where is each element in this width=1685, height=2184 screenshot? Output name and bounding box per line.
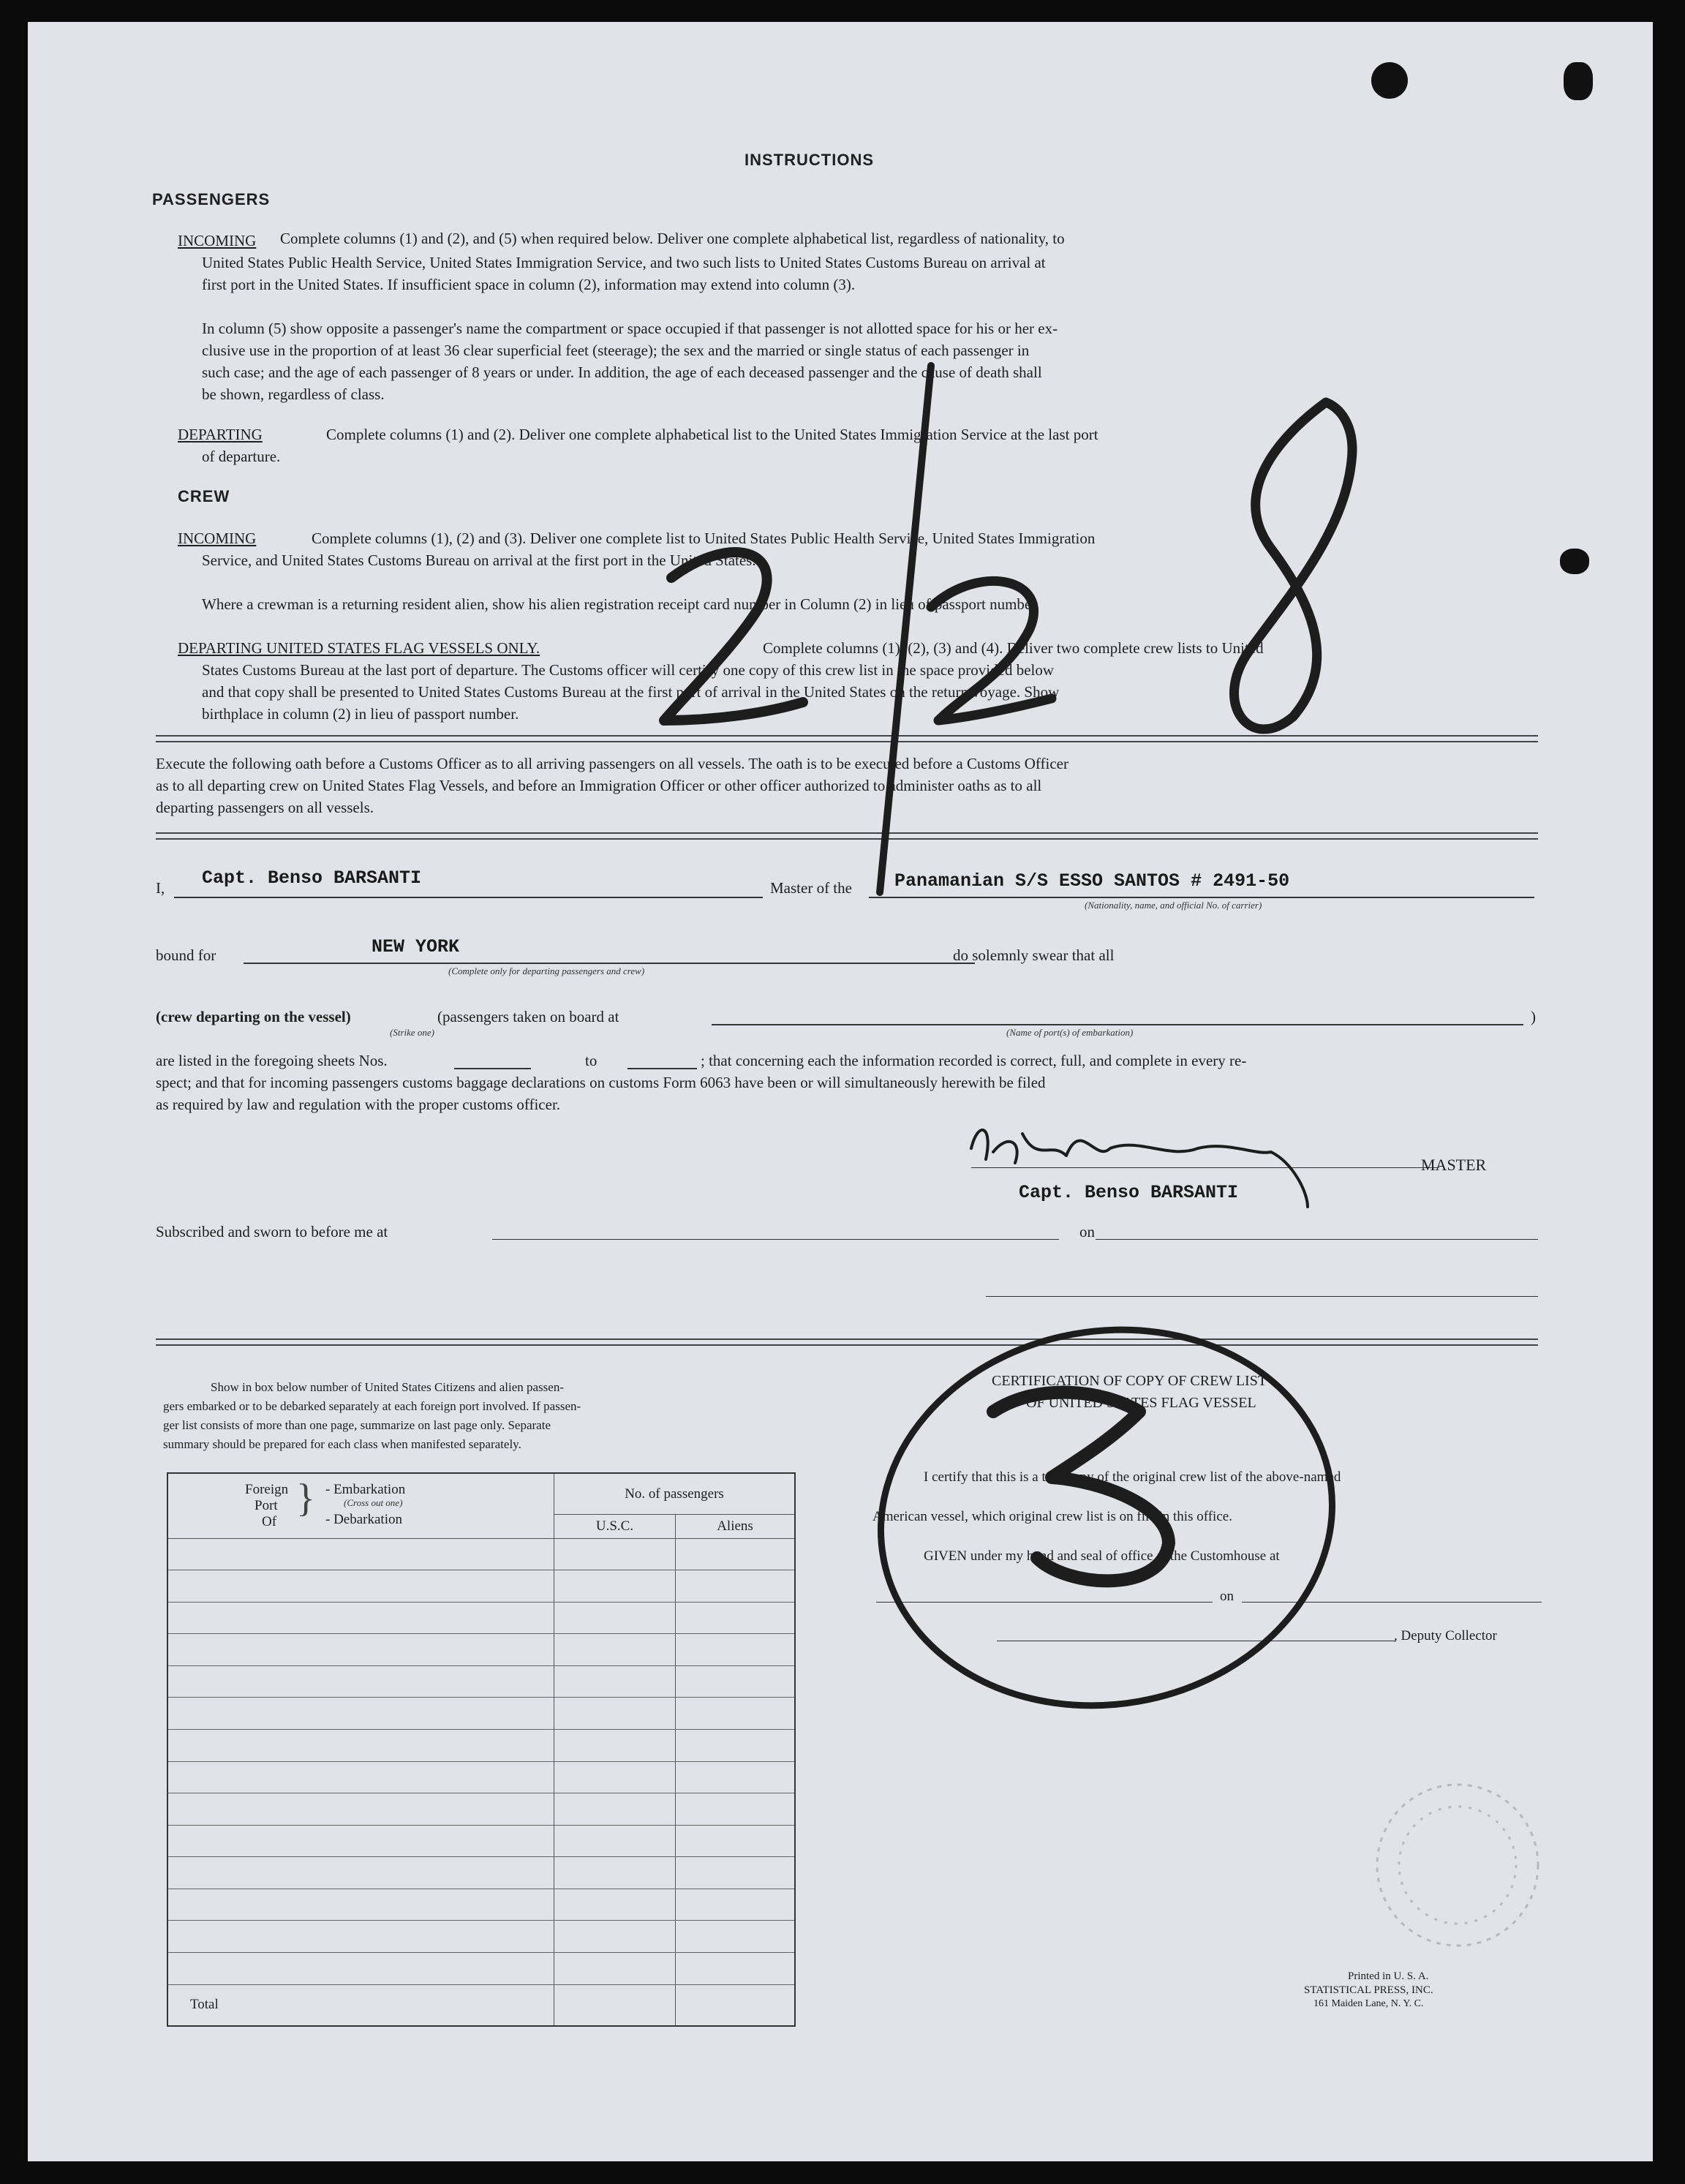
certify-line-1: I certify that this is a true copy of the original crew list of the above-named [924,1469,1341,1485]
column5-line-2: clusive use in the proportion of at least 36 clear superficial feet (steerage); the sex and the married or single status of each passenger in [202,342,1030,359]
master-label: MASTER [1421,1156,1487,1174]
master-signature [971,1130,1308,1207]
passengers-departing-line-1: Complete columns (1) and (2). Deliver one complete alphabetical list to the United States Immigration Service at the last port [326,426,1098,443]
crew-departing-line-4: birthplace in column (2) in lieu of passport number. [202,705,519,723]
punch-hole [1371,62,1408,99]
listed-line-3: as required by law and regulation with the proper customs officer. [156,1096,561,1113]
summary-instruction-1: Show in box below number of United States Citizens and alien passen- [211,1380,564,1394]
column5-line-1: In column (5) show opposite a passenger's name the compartment or space occupied if that passenger is not allotted space for his or her ex- [202,320,1058,337]
passengers-incoming-label: INCOMING [178,232,257,249]
oath-intro-line-3: departing passengers on all vessels. [156,799,374,816]
crew-incoming-line-2: Service, and United States Customs Bureau on arrival at the first port in the United States. [202,551,756,569]
subscribed-label: Subscribed and sworn to before me at [156,1223,388,1240]
passengers-incoming-line-3: first port in the United States. If insufficient space in column (2), information may extend into column (3). [202,276,856,293]
handwritten-slash [880,366,931,892]
oath-intro-line-1: Execute the following oath before a Customs Officer as to all arriving passengers on all vessels. The oath is to be executed before a Customs Officer [156,755,1068,772]
port-label: Port [255,1498,278,1513]
cross-out-caption: (Cross out one) [344,1497,403,1508]
printer-line-1: Printed in U. S. A. [1348,1970,1429,1982]
port-caption: (Name of port(s) of embarkation) [1006,1027,1134,1038]
document-page [28,22,1653,2161]
aliens-header: Aliens [676,1515,796,1538]
swear-label: do solemnly swear that all [953,946,1115,964]
listed-line-1a: are listed in the foregoing sheets Nos. [156,1052,388,1069]
passengers-taken-option: (passengers taken on board at [437,1008,619,1025]
foreign-label: Foreign [245,1482,289,1497]
close-paren: ) [1531,1008,1536,1025]
total-label: Total [167,1984,554,2026]
given-line: GIVEN under my hand and seal of office at the Customhouse at [924,1548,1280,1564]
master-of-label: Master of the [770,879,852,897]
brace-icon: } [296,1476,315,1520]
passengers-incoming-line-1: Complete columns (1) and (2), and (5) when required below. Deliver one complete alphabetical list, regardless of nationality, to [280,230,1065,247]
passengers-departing-label: DEPARTING [178,426,263,443]
certification-title-1: CERTIFICATION OF COPY OF CREW LIST [992,1373,1267,1389]
no-passengers-header: No. of passengers [554,1473,796,1515]
signature-printed-name: Capt. Benso BARSANTI [1019,1182,1239,1203]
crew-resident-alien-text: Where a crewman is a returning resident alien, show his alien registration receipt card number in Column (2) in lieu of passport number. [202,595,1040,613]
vessel-field: Panamanian S/S ESSO SANTOS # 2491-50 [894,870,1290,892]
listed-to-label: to [585,1052,598,1069]
certify-line-2: American vessel, which original crew list is on file in this office. [872,1509,1232,1524]
bound-for-caption: (Complete only for departing passengers and crew) [448,965,645,976]
embarkation-option: - Embarkation [325,1482,406,1497]
printer-line-2: STATISTICAL PRESS, INC. [1304,1984,1433,1996]
handwritten-2 [664,552,803,720]
bound-for-label: bound for [156,946,216,964]
handwritten-3 [993,1393,1169,1581]
punch-hole [1560,549,1589,574]
crew-incoming-line-1: Complete columns (1), (2) and (3). Deliver one complete list to United States Public Health Service, United States Immigration [312,530,1096,547]
punch-hole [1564,62,1593,100]
crew-departing-label: DEPARTING UNITED STATES FLAG VESSELS ONLY. [178,639,540,657]
listed-line-2: spect; and that for incoming passengers customs baggage declarations on customs Form 6063 have been or will simultaneously herewith be filed [156,1074,1046,1091]
vessel-caption: (Nationality, name, and official No. of carrier) [1085,900,1262,911]
oath-intro-line-2: as to all departing crew on United States Flag Vessels, and before an Immigration Officer or other officer authorized to administer oaths as to all [156,777,1042,794]
passengers-departing-line-2: of departure. [202,448,281,465]
column5-line-3: such case; and the age of each passenger of 8 years or under. In addition, the age of each deceased passenger and the cause of death shall [202,364,1042,381]
usc-header: U.S.C. [554,1515,676,1538]
crew-departing-option: (crew departing on the vessel) [156,1008,351,1025]
page-title: INSTRUCTIONS [745,151,874,169]
subscribed-on-label: on [1079,1223,1095,1240]
passengers-heading: PASSENGERS [152,190,271,208]
master-name-field: Capt. Benso BARSANTI [202,867,422,889]
oath-i-label: I, [156,879,165,897]
passengers-incoming-line-2: United States Public Health Service, United States Immigration Service, and two such lists to United States Customs Bureau on arrival at [202,254,1046,271]
deputy-collector-label: , Deputy Collector [1394,1628,1497,1643]
column5-line-4: be shown, regardless of class. [202,385,385,403]
circle-annotation [851,1295,1362,1741]
crew-departing-line-2: States Customs Bureau at the last port of departure. The Customs officer will certify one copy of this crew list in the space provided below [202,661,1055,679]
printer-line-3: 161 Maiden Lane, N. Y. C. [1313,1998,1424,2009]
debarkation-option: - Debarkation [325,1512,402,1527]
of-label: Of [262,1514,277,1529]
handwritten-2-second [931,581,1052,720]
certification-on-label: on [1220,1589,1234,1604]
listed-line-1b: ; that concerning each the information recorded is correct, full, and complete in every re- [701,1052,1247,1069]
crew-departing-line-3: and that copy shall be presented to United States Customs Bureau at the first port of arrival in the United States on the return voyage. Show [202,683,1060,701]
bound-for-field: NEW YORK [372,936,460,957]
crew-heading: CREW [178,487,230,505]
summary-instruction-4: summary should be prepared for each class when manifested separately. [163,1437,521,1451]
crew-departing-line-1: Complete columns (1), (2), (3) and (4). Deliver two complete crew lists to United [763,639,1264,657]
crew-incoming-label: INCOMING [178,530,257,547]
summary-instruction-3: ger list consists of more than one page, summarize on last page only. Separate [163,1418,551,1432]
summary-instruction-2: gers embarked or to be debarked separately at each foreign port involved. If passen- [163,1399,581,1413]
handwriting-overlay [28,22,1653,2161]
faint-stamp [1377,1785,1538,1946]
handwritten-8 [1234,402,1352,729]
certification-title-2: OF UNITED STATES FLAG VESSEL [1026,1395,1256,1411]
strike-caption: (Strike one) [390,1027,435,1038]
